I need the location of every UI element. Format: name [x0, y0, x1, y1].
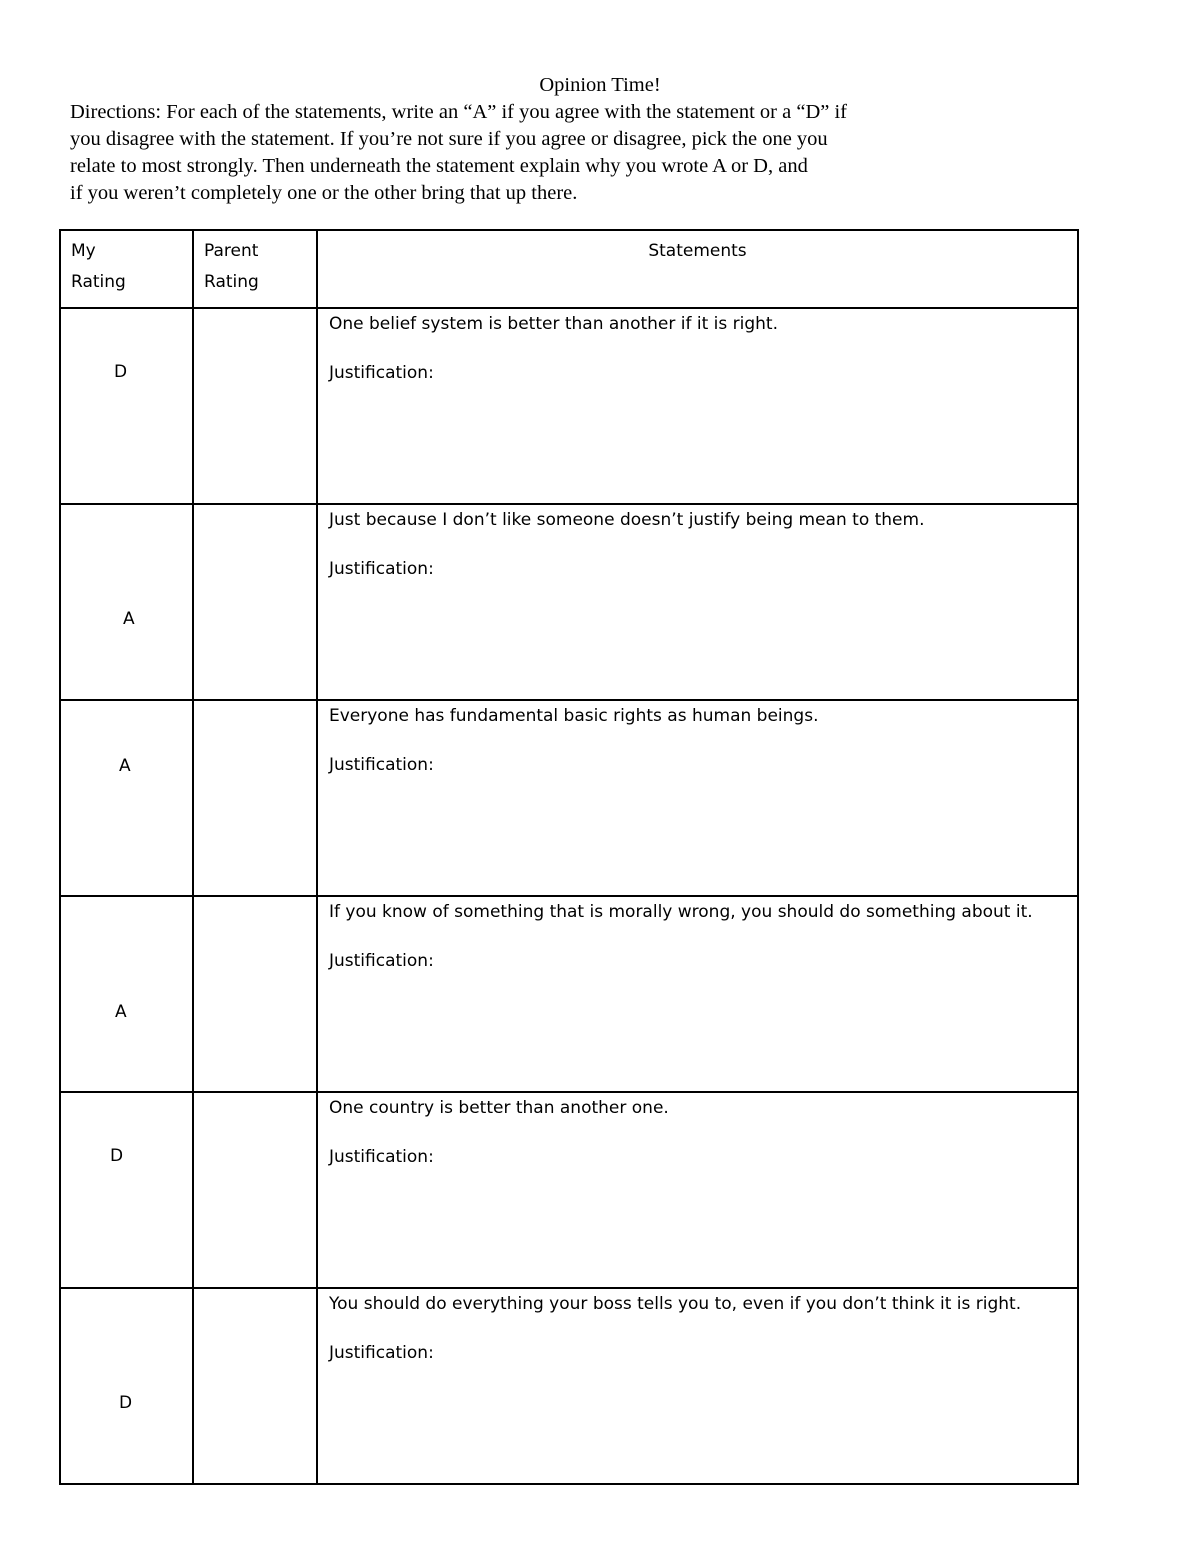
- justification-label: Justification:: [329, 1147, 434, 1167]
- justification-label: Justification:: [329, 755, 434, 775]
- my-rating-cell[interactable]: [60, 1288, 193, 1484]
- my-rating-value: D: [114, 362, 128, 382]
- statement-text: One country is better than another one.: [329, 1098, 669, 1118]
- table-row: [60, 308, 1078, 504]
- header-parent-rating: [193, 230, 317, 308]
- my-rating-value: A: [123, 609, 135, 629]
- page-title: Opinion Time!: [539, 74, 661, 96]
- statement-text: If you know of something that is morally wrong, you should do something about it.: [329, 902, 1033, 922]
- statement-cell[interactable]: [317, 504, 1078, 700]
- my-rating-value: A: [115, 1002, 127, 1022]
- my-rating-cell[interactable]: [60, 504, 193, 700]
- parent-rating-cell[interactable]: [193, 1092, 317, 1288]
- header-statements: [317, 230, 1078, 308]
- my-rating-value: D: [119, 1393, 133, 1413]
- directions-line: relate to most strongly. Then underneath the statement explain why you wrote A or D, and: [70, 155, 808, 177]
- statement-text: Just because I don’t like someone doesn’t justify being mean to them.: [329, 510, 925, 530]
- parent-rating-cell[interactable]: [193, 308, 317, 504]
- statement-cell[interactable]: [317, 308, 1078, 504]
- my-rating-value: D: [110, 1146, 124, 1166]
- directions-line: Directions: For each of the statements, write an “A” if you agree with the statement or a “D” if: [70, 101, 848, 123]
- table-row: [60, 1092, 1078, 1288]
- header-my-rating-line2: Rating: [71, 272, 126, 292]
- parent-rating-cell[interactable]: [193, 1288, 317, 1484]
- justification-label: Justification:: [329, 363, 434, 383]
- header-statements-label: Statements: [648, 241, 747, 261]
- header-parent-rating-line2: Rating: [204, 272, 259, 292]
- my-rating-cell[interactable]: [60, 700, 193, 896]
- my-rating-cell[interactable]: [60, 1092, 193, 1288]
- statement-text: Everyone has fundamental basic rights as human beings.: [329, 706, 819, 726]
- statement-cell[interactable]: [317, 700, 1078, 896]
- parent-rating-cell[interactable]: [193, 700, 317, 896]
- table-row: [60, 896, 1078, 1092]
- my-rating-cell[interactable]: [60, 896, 193, 1092]
- opinion-table: [59, 229, 1079, 1485]
- my-rating-value: A: [119, 756, 131, 776]
- header-parent-rating-line1: Parent: [204, 241, 259, 261]
- justification-label: Justification:: [329, 559, 434, 579]
- statement-cell[interactable]: [317, 1092, 1078, 1288]
- my-rating-cell[interactable]: [60, 308, 193, 504]
- table-row: [60, 700, 1078, 896]
- directions-paragraph: [70, 99, 990, 207]
- directions-line: if you weren’t completely one or the other bring that up there.: [70, 182, 578, 204]
- statement-cell[interactable]: [317, 1288, 1078, 1484]
- directions-line: you disagree with the statement. If you’re not sure if you agree or disagree, pick the one you: [70, 128, 828, 150]
- statement-text: One belief system is better than another if it is right.: [329, 314, 778, 334]
- justification-label: Justification:: [329, 1343, 434, 1363]
- table-row: [60, 1288, 1078, 1484]
- table-header-row: [60, 230, 1078, 308]
- parent-rating-cell[interactable]: [193, 896, 317, 1092]
- header-my-rating: [60, 230, 193, 308]
- statement-text: You should do everything your boss tells you to, even if you don’t think it is right.: [329, 1294, 1022, 1314]
- header-my-rating-line1: My: [71, 241, 96, 261]
- statement-cell[interactable]: [317, 896, 1078, 1092]
- table-row: [60, 504, 1078, 700]
- justification-label: Justification:: [329, 951, 434, 971]
- parent-rating-cell[interactable]: [193, 504, 317, 700]
